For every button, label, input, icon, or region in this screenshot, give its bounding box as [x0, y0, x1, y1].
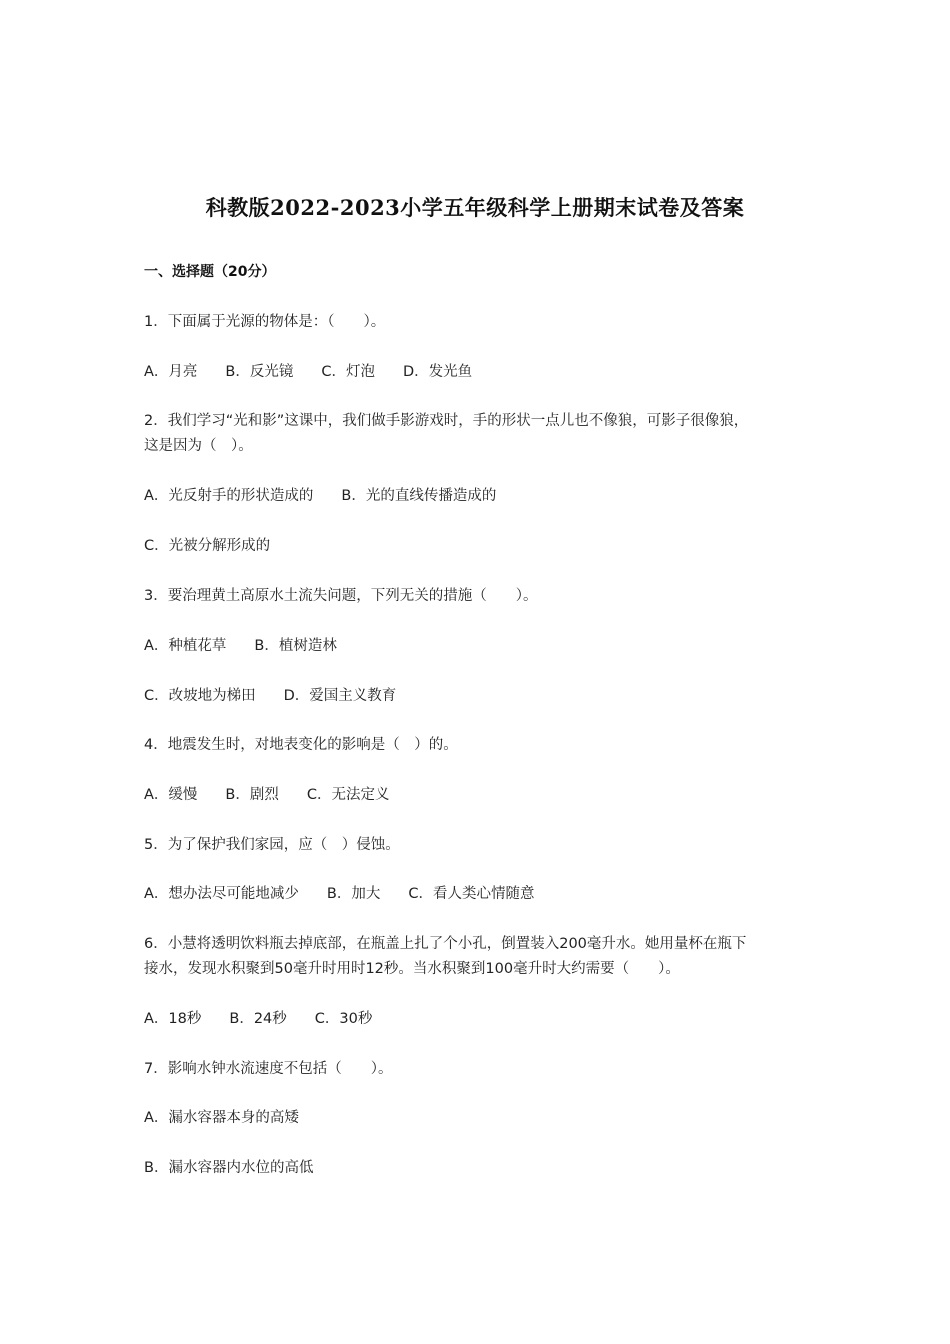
option-b: B．植树造林	[254, 638, 337, 654]
option-a: A．月亮	[144, 364, 198, 380]
question-3-options-row-1	[144, 634, 784, 659]
option-a: A．漏水容器本身的高矮	[144, 1110, 299, 1126]
option-b: B．漏水容器内水位的高低	[144, 1160, 314, 1176]
option-c: C．无法定义	[306, 787, 390, 803]
question-4-options	[144, 783, 784, 808]
option-a: A．想办法尽可能地减少	[144, 886, 299, 902]
question-2-stem-line-2: 这是因为（ ）。	[144, 438, 253, 454]
question-1-options	[144, 360, 784, 385]
option-b: B．光的直线传播造成的	[341, 488, 497, 504]
question-7-options-row-2	[144, 1156, 784, 1181]
question-6-stem-line-2: 接水，发现水积聚到50毫升时用时12秒。当水积聚到100毫升时大约需要（ ）。	[144, 961, 680, 977]
option-b: B．剧烈	[225, 787, 279, 803]
question-5-stem: 5．为了保护我们家园，应（ ）侵蚀。	[144, 837, 400, 853]
question-2-options-row-2	[144, 534, 784, 559]
question-4-stem: 4．地震发生时，对地表变化的影响是（ ）的。	[144, 737, 458, 753]
option-c: C．改坡地为梯田	[144, 688, 256, 704]
question-5-options	[144, 882, 784, 907]
option-d: D．爱国主义教育	[283, 688, 397, 704]
option-d: D．发光鱼	[403, 364, 473, 380]
option-a: A．种植花草	[144, 638, 227, 654]
question-3-stem: 3．要治理黄土高原水土流失问题，下列无关的措施（ ）。	[144, 588, 538, 604]
question-3-options-row-2	[144, 684, 784, 709]
option-b: B．24秒	[229, 1011, 287, 1027]
option-c: C．灯泡	[321, 364, 375, 380]
option-c: C．30秒	[314, 1011, 373, 1027]
section-heading: 一、选择题（20分）	[144, 264, 276, 280]
question-7-stem: 7．影响水钟水流速度不包括（ ）。	[144, 1061, 393, 1077]
question-6-stem-line-1: 6．小慧将透明饮料瓶去掉底部，在瓶盖上扎了个小孔，倒置装入200毫升水。她用量杯在瓶下	[144, 936, 747, 952]
option-a: A．光反射手的形状造成的	[144, 488, 314, 504]
question-2-options-row-1	[144, 484, 784, 509]
question-6-options	[144, 1007, 784, 1032]
option-a: A．18秒	[144, 1011, 202, 1027]
option-a: A．缓慢	[144, 787, 198, 803]
document-title: 科教版2022-2023小学五年级科学上册期末试卷及答案	[205, 195, 745, 220]
question-1-stem: 1．下面属于光源的物体是：（ ）。	[144, 314, 386, 330]
option-c: C．看人类心情随意	[408, 886, 535, 902]
option-b: B．加大	[326, 886, 381, 902]
option-c: C．光被分解形成的	[144, 538, 271, 554]
question-7-options-row-1	[144, 1106, 784, 1131]
question-2-stem-line-1: 2．我们学习“光和影”这课中，我们做手影游戏时，手的形状一点儿也不像狼，可影子很像狼，	[144, 413, 749, 429]
option-b: B．反光镜	[225, 364, 294, 380]
